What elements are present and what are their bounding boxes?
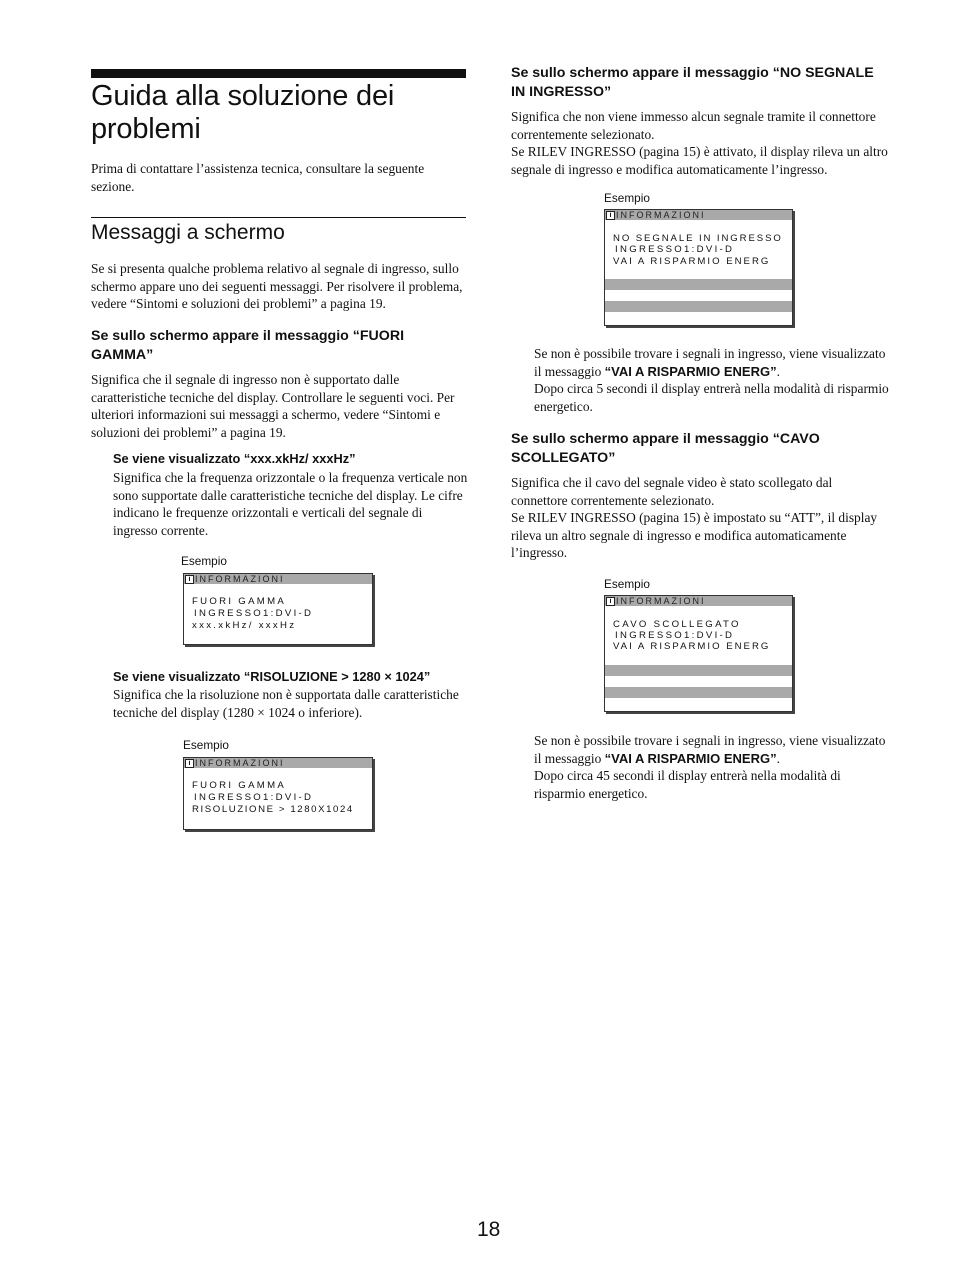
fuori-gamma-heading: Se sullo schermo appare il messaggio “FUORI GAMMA” (91, 328, 405, 363)
cable-body: Significa che il cavo del segnale video è stato scollegato dal connettore correntemente selezionato. Se RILEV INGRESSO (pagina 15) è impostato su “ATT”, il display rileva un altro segnale di ingresso e modifica automaticamente l’ingresso. (511, 475, 878, 561)
osd-line: VAI A RISPARMIO ENERG (613, 256, 771, 267)
example-label: Esempio (604, 191, 650, 205)
section-title: Messaggi a schermo (91, 221, 285, 244)
osd-out-of-range-freq (183, 573, 373, 645)
osd-line: FUORI GAMMA (192, 780, 287, 791)
osd-out-of-range-resolution (183, 757, 373, 830)
info-icon: i (185, 575, 194, 584)
osd-header: i INFORMAZIONI (184, 574, 372, 584)
osd-cable-disconnected (604, 595, 793, 712)
example-label: Esempio (181, 554, 227, 568)
osd-line: xxx.xkHz/ xxxHz (192, 620, 297, 631)
no-signal-heading: Se sullo schermo appare il messaggio “NO SEGNALE IN INGRESSO” (511, 65, 874, 100)
no-signal-body: Significa che non viene immesso alcun segnale tramite il connettore correntemente selezionato. Se RILEV INGRESSO (pagina 15) è attivato, il display rileva un altro segnale di ingresso e modifica automaticamente l’ingresso. (511, 109, 888, 177)
osd-header: i INFORMAZIONI (184, 758, 372, 768)
osd-line: CAVO SCOLLEGATO (613, 619, 741, 630)
osd-stripe (605, 301, 792, 312)
resolution-subheading: Se viene visualizzato “RISOLUZIONE > 1280 × 1024” (113, 669, 431, 684)
info-icon: i (606, 211, 615, 220)
osd-line: INGRESSO1:DVI-D (615, 244, 735, 255)
no-signal-note: Se non è possibile trovare i segnali in ingresso, viene visualizzato il messaggio “VAI A RISPARMIO ENERG”. Dopo circa 5 secondi il display entrerà nella modalità di risparmio energetico. (534, 346, 889, 414)
osd-stripe (605, 687, 792, 698)
osd-line: VAI A RISPARMIO ENERG (613, 641, 771, 652)
intro-text: Prima di contattare l’assistenza tecnica, consultare la seguente sezione. (91, 161, 425, 194)
freq-body: Significa che la frequenza orizzontale o la frequenza verticale non sono supportate dalle caratteristiche tecniche del display. Le cifre indicano le frequenze orizzontali e verticali del segnale di ingresso corrente. (113, 470, 468, 538)
osd-line: RISOLUZIONE > 1280X1024 (192, 804, 354, 815)
fuori-gamma-body: Significa che il segnale di ingresso non è supportato dalle caratteristiche tecniche del display. Controllare le seguenti voci. Per ulteriori informazioni sui messaggi a schermo, vedere “Sintomi e soluzioni dei problemi” a pagina 19. (91, 372, 455, 440)
info-icon: i (185, 759, 194, 768)
resolution-body: Significa che la risoluzione non è supportata dalle caratteristiche tecniche del display (1280 × 1024 o inferiore). (113, 687, 459, 720)
example-label: Esempio (604, 577, 650, 591)
section-intro: Se si presenta qualche problema relativo al segnale di ingresso, sullo schermo appare uno dei seguenti messaggi. Per risolvere il problema, vedere “Sintomi e soluzioni dei problemi” a pagina 19. (91, 261, 463, 312)
example-label: Esempio (183, 738, 229, 752)
osd-stripe (605, 279, 792, 290)
osd-line: FUORI GAMMA (192, 596, 287, 607)
osd-line: INGRESSO1:DVI-D (194, 792, 314, 803)
osd-line: INGRESSO1:DVI-D (194, 608, 314, 619)
osd-no-signal (604, 209, 793, 326)
osd-line: NO SEGNALE IN INGRESSO (613, 233, 783, 244)
page-title: Guida alla soluzione dei problemi (91, 80, 395, 145)
osd-stripe (605, 665, 792, 676)
info-icon: i (606, 597, 615, 606)
cable-heading: Se sullo schermo appare il messaggio “CAVO SCOLLEGATO” (511, 431, 820, 466)
osd-header: i INFORMAZIONI (605, 596, 792, 606)
freq-subheading: Se viene visualizzato “xxx.xkHz/ xxxHz” (113, 451, 356, 466)
section-rule (91, 217, 466, 218)
page-number: 18 (477, 1218, 501, 1241)
osd-header: i INFORMAZIONI (605, 210, 792, 220)
cable-note: Se non è possibile trovare i segnali in ingresso, viene visualizzato il messaggio “VAI A RISPARMIO ENERG”. Dopo circa 45 secondi il display entrerà nella modalità di risparmio energetico. (534, 733, 886, 801)
title-rule (91, 69, 466, 78)
osd-line: INGRESSO1:DVI-D (615, 630, 735, 641)
